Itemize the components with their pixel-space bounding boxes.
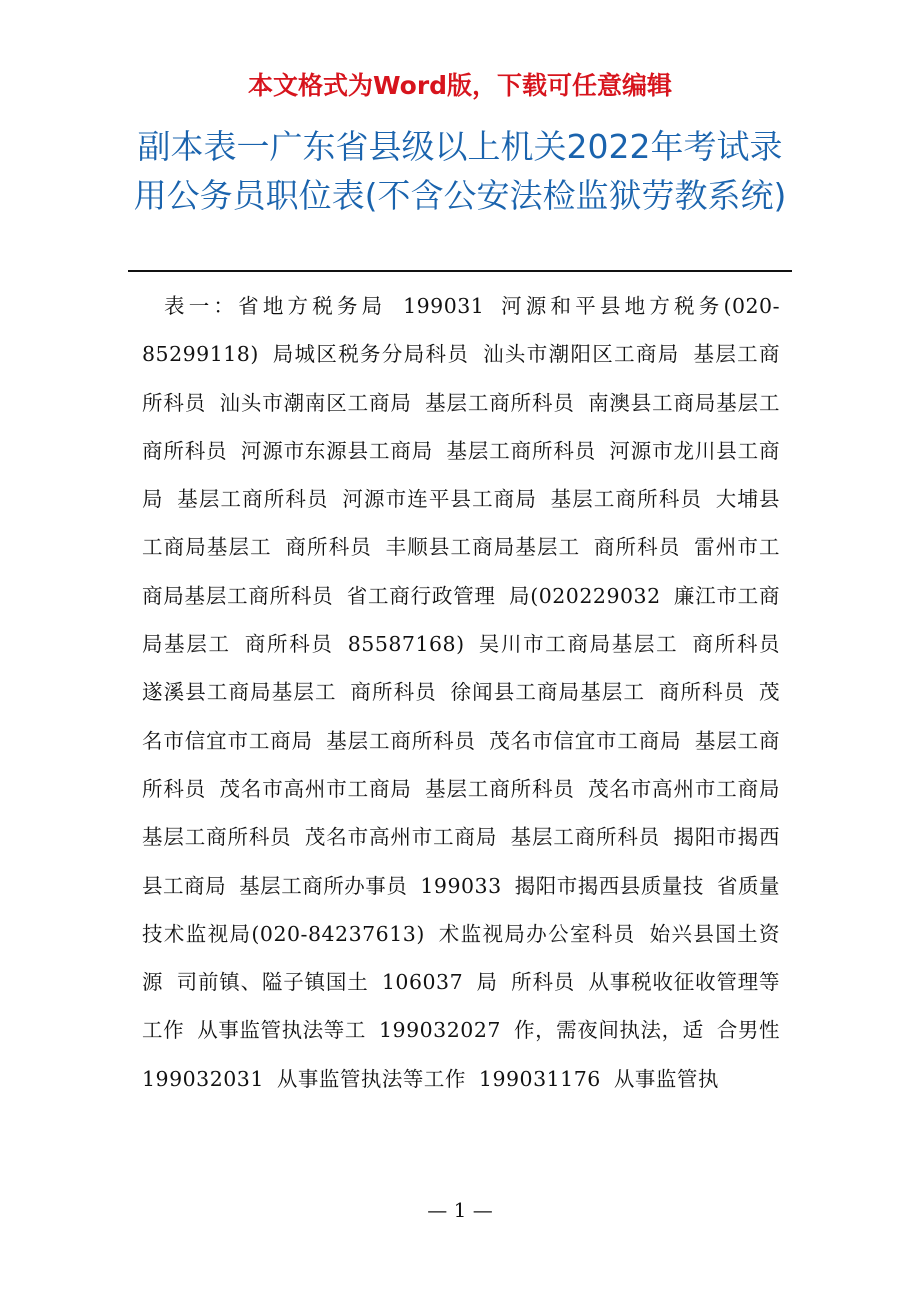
page-number: — 1 — [427,1198,493,1222]
document-notice: 本文格式为Word版，下载可任意编辑 [247,71,673,100]
title-divider [128,270,792,272]
document-title: 副本表一广东省县级以上机关2022年考试录用公务员职位表(不含公安法检监狱劳教系统) [133,127,787,215]
document-body: 表一：省地方税务局 199031 河源和平县地方税务(020-85299118) 局城区税务分局科员 汕头市潮阳区工商局 基层工商所科员 汕头市潮南区工商局 基层工商所科员 南澳县工商局基层工 商所科员 河源市东源县工商局 基层工商所科员 河源市龙川县工商局 基层工商所科员 河源市连平县工商局 基层工商所科员 大埔县工商局基层工 商所科员 丰顺县工商局基层工 商所科员 雷州市工商局基层工商所科员 省工商行政管理 局(020229032 廉江市工商局基层工 商所科员 85587168) 吴川市工商局基层工 商所科员 遂溪县工商局基层工 商所科员 徐闻县工商局基层工 商所科员 茂名市信宜市工商局 基层工商所科员 茂名市信宜市工商局 基层工商所科员 茂名市高州市工商局 基层工商所科员 茂名市高州市工商局 基层工商所科员 茂名市高州市工商局 基层工商所科员 揭阳市揭西县工商局 基层工商所办事员 199033 揭阳市揭西县质量技 省质量技术监视局(020-84237613) 术监视局办公室科员 始兴县国土资源 司前镇、隘子镇国土 106037 局 所科员 从事税收征收管理等 工作 从事监管执法等工 199032027 作，需夜间执法，适 合男性 199032031 从事监管执法等工作 199031176 从事监管执 [142,294,780,1091]
